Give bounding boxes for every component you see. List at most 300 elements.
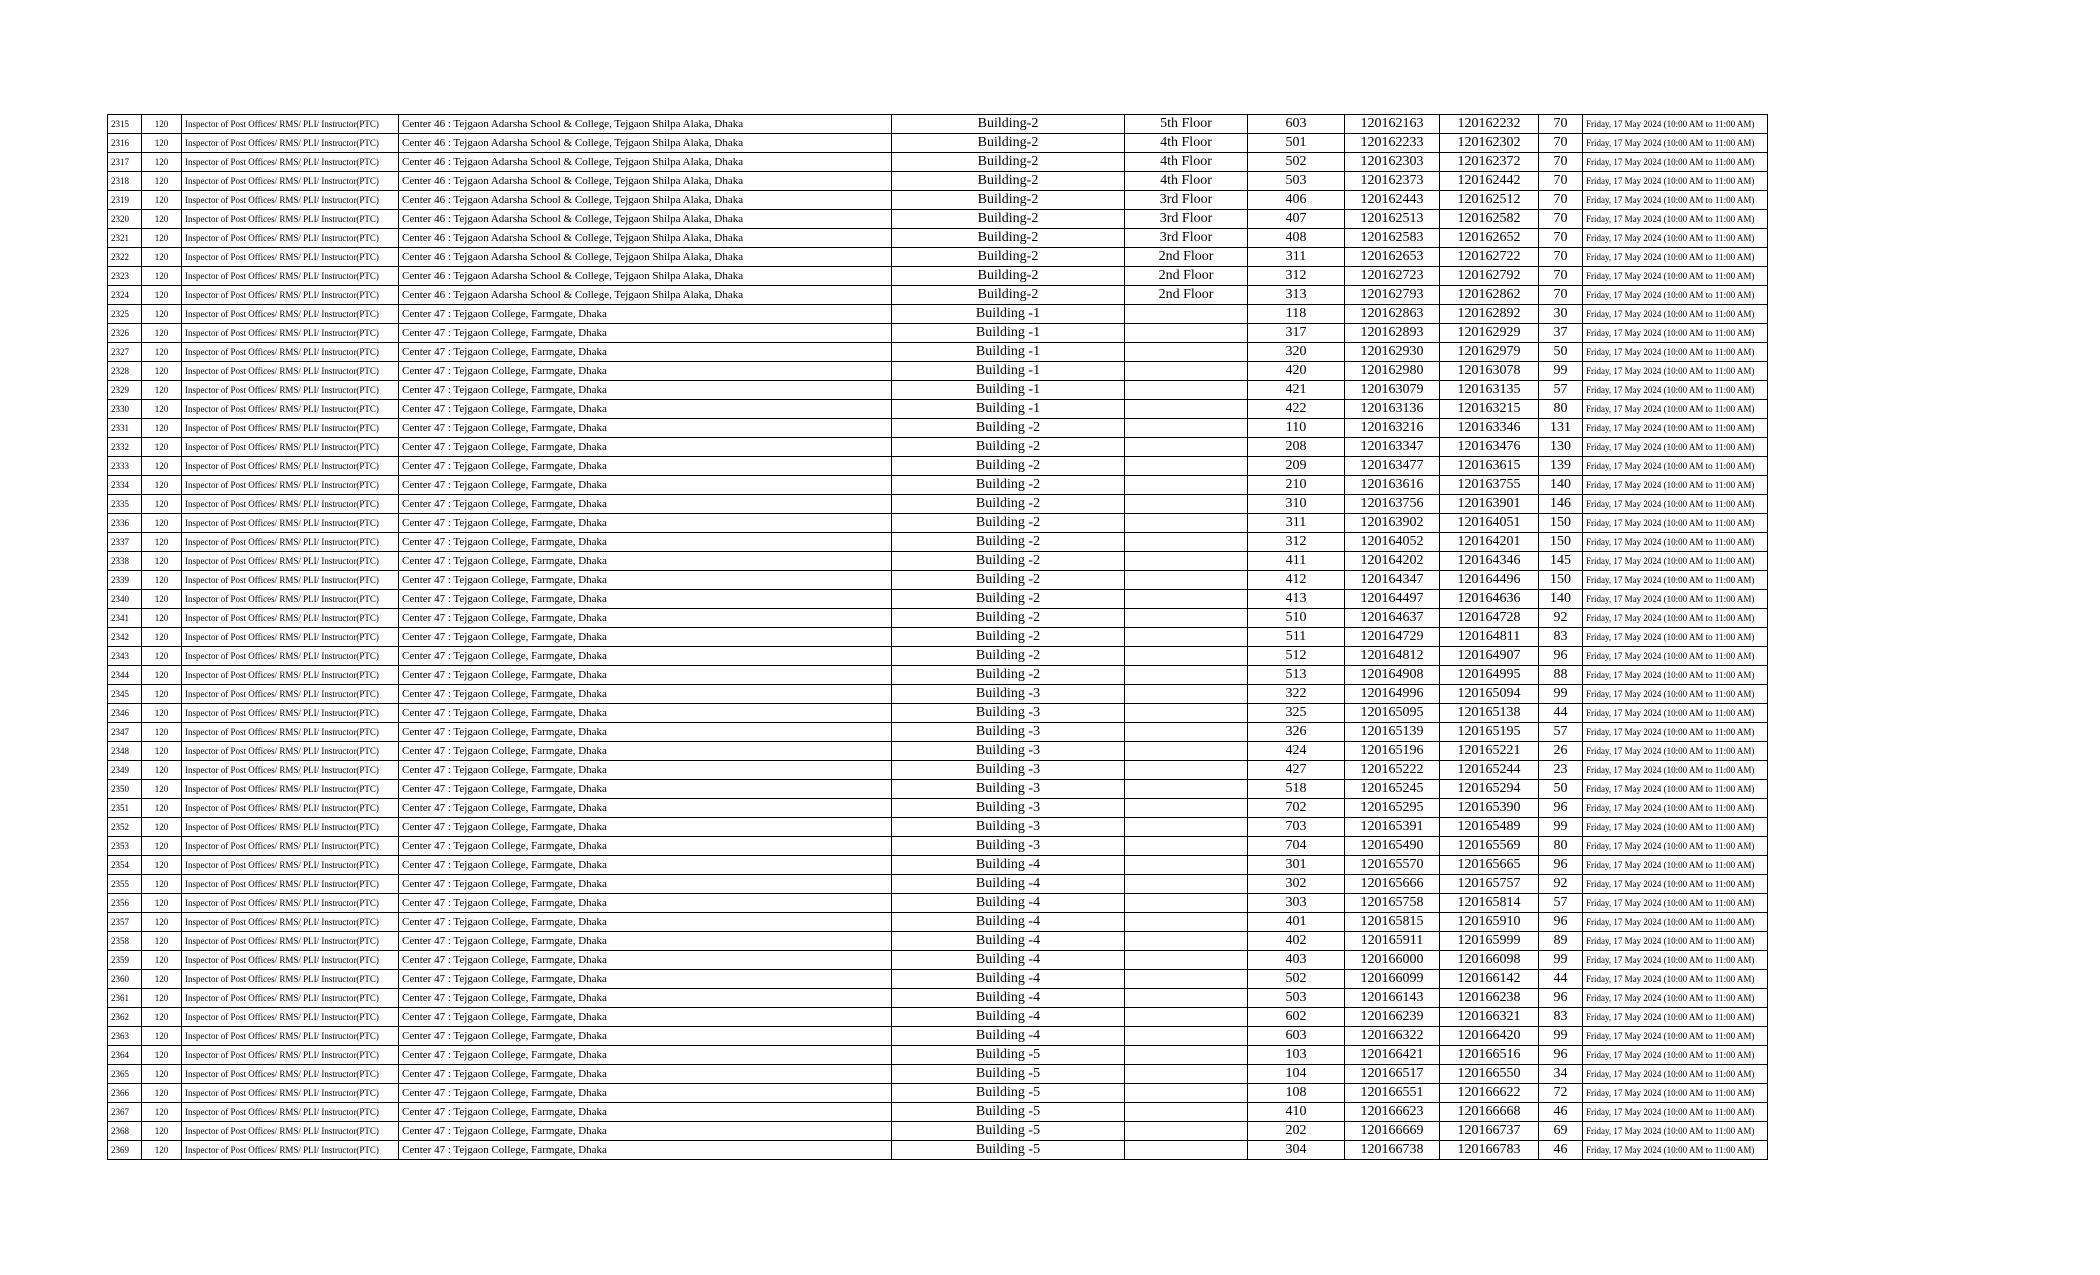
building-cell: Building -5 xyxy=(892,1065,1125,1084)
post-code-cell: 120 xyxy=(142,1103,182,1122)
exam-center-cell: Center 47 : Tejgaon College, Farmgate, Dhaka xyxy=(399,894,892,913)
serial-cell: 2339 xyxy=(108,571,142,590)
exam-date-cell: Friday, 17 May 2024 (10:00 AM to 11:00 AM) xyxy=(1583,1103,1768,1122)
room-cell: 303 xyxy=(1248,894,1345,913)
post-code-cell: 120 xyxy=(142,1084,182,1103)
serial-cell: 2327 xyxy=(108,343,142,362)
building-cell: Building -2 xyxy=(892,628,1125,647)
exam-center-cell: Center 46 : Tejgaon Adarsha School & College, Tejgaon Shilpa Alaka, Dhaka xyxy=(399,191,892,210)
post-name-cell: Inspector of Post Offices/ RMS/ PLI/ Instructor(PTC) xyxy=(182,913,399,932)
exam-center-cell: Center 47 : Tejgaon College, Farmgate, Dhaka xyxy=(399,514,892,533)
exam-center-cell: Center 47 : Tejgaon College, Farmgate, Dhaka xyxy=(399,419,892,438)
roll-to-cell: 120165489 xyxy=(1440,818,1539,837)
table-row xyxy=(108,1008,1768,1027)
floor-cell: 2nd Floor xyxy=(1125,267,1248,286)
building-cell: Building-2 xyxy=(892,248,1125,267)
exam-center-cell: Center 47 : Tejgaon College, Farmgate, Dhaka xyxy=(399,780,892,799)
table-row xyxy=(108,647,1768,666)
floor-cell xyxy=(1125,647,1248,666)
exam-date-cell: Friday, 17 May 2024 (10:00 AM to 11:00 AM) xyxy=(1583,533,1768,552)
post-code-cell: 120 xyxy=(142,1046,182,1065)
roll-from-cell: 120165139 xyxy=(1345,723,1440,742)
room-cell: 421 xyxy=(1248,381,1345,400)
table-row xyxy=(108,533,1768,552)
exam-center-cell: Center 47 : Tejgaon College, Farmgate, Dhaka xyxy=(399,609,892,628)
total-candidates-cell: 44 xyxy=(1539,704,1583,723)
exam-date-cell: Friday, 17 May 2024 (10:00 AM to 11:00 AM) xyxy=(1583,799,1768,818)
total-candidates-cell: 92 xyxy=(1539,875,1583,894)
building-cell: Building -2 xyxy=(892,571,1125,590)
exam-center-cell: Center 47 : Tejgaon College, Farmgate, Dhaka xyxy=(399,1046,892,1065)
post-name-cell: Inspector of Post Offices/ RMS/ PLI/ Instructor(PTC) xyxy=(182,229,399,248)
exam-date-cell: Friday, 17 May 2024 (10:00 AM to 11:00 AM) xyxy=(1583,856,1768,875)
floor-cell xyxy=(1125,761,1248,780)
serial-cell: 2351 xyxy=(108,799,142,818)
floor-cell: 3rd Floor xyxy=(1125,210,1248,229)
exam-date-cell: Friday, 17 May 2024 (10:00 AM to 11:00 AM) xyxy=(1583,172,1768,191)
roll-to-cell: 120163135 xyxy=(1440,381,1539,400)
post-code-cell: 120 xyxy=(142,856,182,875)
table-row xyxy=(108,514,1768,533)
serial-cell: 2348 xyxy=(108,742,142,761)
roll-from-cell: 120162163 xyxy=(1345,115,1440,134)
table-row xyxy=(108,780,1768,799)
floor-cell xyxy=(1125,704,1248,723)
serial-cell: 2316 xyxy=(108,134,142,153)
roll-from-cell: 120165095 xyxy=(1345,704,1440,723)
exam-date-cell: Friday, 17 May 2024 (10:00 AM to 11:00 AM) xyxy=(1583,1046,1768,1065)
exam-date-cell: Friday, 17 May 2024 (10:00 AM to 11:00 AM) xyxy=(1583,875,1768,894)
floor-cell xyxy=(1125,951,1248,970)
exam-date-cell: Friday, 17 May 2024 (10:00 AM to 11:00 AM) xyxy=(1583,381,1768,400)
serial-cell: 2332 xyxy=(108,438,142,457)
roll-to-cell: 120162442 xyxy=(1440,172,1539,191)
roll-to-cell: 120164636 xyxy=(1440,590,1539,609)
exam-center-cell: Center 47 : Tejgaon College, Farmgate, Dhaka xyxy=(399,799,892,818)
post-name-cell: Inspector of Post Offices/ RMS/ PLI/ Instructor(PTC) xyxy=(182,305,399,324)
serial-cell: 2353 xyxy=(108,837,142,856)
table-row xyxy=(108,1084,1768,1103)
post-name-cell: Inspector of Post Offices/ RMS/ PLI/ Instructor(PTC) xyxy=(182,267,399,286)
post-code-cell: 120 xyxy=(142,666,182,685)
building-cell: Building-2 xyxy=(892,115,1125,134)
total-candidates-cell: 146 xyxy=(1539,495,1583,514)
post-name-cell: Inspector of Post Offices/ RMS/ PLI/ Instructor(PTC) xyxy=(182,457,399,476)
roll-to-cell: 120166668 xyxy=(1440,1103,1539,1122)
exam-date-cell: Friday, 17 May 2024 (10:00 AM to 11:00 AM) xyxy=(1583,457,1768,476)
exam-center-cell: Center 47 : Tejgaon College, Farmgate, Dhaka xyxy=(399,989,892,1008)
serial-cell: 2321 xyxy=(108,229,142,248)
building-cell: Building -2 xyxy=(892,457,1125,476)
total-candidates-cell: 99 xyxy=(1539,685,1583,704)
building-cell: Building -2 xyxy=(892,438,1125,457)
serial-cell: 2330 xyxy=(108,400,142,419)
post-code-cell: 120 xyxy=(142,875,182,894)
post-code-cell: 120 xyxy=(142,742,182,761)
roll-to-cell: 120162929 xyxy=(1440,324,1539,343)
post-code-cell: 120 xyxy=(142,989,182,1008)
building-cell: Building -2 xyxy=(892,666,1125,685)
roll-from-cell: 120164052 xyxy=(1345,533,1440,552)
exam-date-cell: Friday, 17 May 2024 (10:00 AM to 11:00 AM) xyxy=(1583,1065,1768,1084)
exam-center-cell: Center 47 : Tejgaon College, Farmgate, Dhaka xyxy=(399,571,892,590)
serial-cell: 2319 xyxy=(108,191,142,210)
post-code-cell: 120 xyxy=(142,495,182,514)
table-row xyxy=(108,191,1768,210)
serial-cell: 2335 xyxy=(108,495,142,514)
table-row xyxy=(108,457,1768,476)
exam-center-cell: Center 47 : Tejgaon College, Farmgate, Dhaka xyxy=(399,1103,892,1122)
building-cell: Building -1 xyxy=(892,324,1125,343)
building-cell: Building -1 xyxy=(892,381,1125,400)
room-cell: 703 xyxy=(1248,818,1345,837)
serial-cell: 2369 xyxy=(108,1141,142,1160)
floor-cell xyxy=(1125,685,1248,704)
floor-cell xyxy=(1125,989,1248,1008)
post-code-cell: 120 xyxy=(142,514,182,533)
table-row xyxy=(108,362,1768,381)
serial-cell: 2347 xyxy=(108,723,142,742)
roll-from-cell: 120166099 xyxy=(1345,970,1440,989)
roll-to-cell: 120163476 xyxy=(1440,438,1539,457)
room-cell: 427 xyxy=(1248,761,1345,780)
serial-cell: 2343 xyxy=(108,647,142,666)
building-cell: Building -3 xyxy=(892,685,1125,704)
building-cell: Building -4 xyxy=(892,989,1125,1008)
total-candidates-cell: 145 xyxy=(1539,552,1583,571)
exam-date-cell: Friday, 17 May 2024 (10:00 AM to 11:00 AM) xyxy=(1583,970,1768,989)
table-row xyxy=(108,229,1768,248)
table-row xyxy=(108,742,1768,761)
total-candidates-cell: 70 xyxy=(1539,134,1583,153)
serial-cell: 2357 xyxy=(108,913,142,932)
roll-from-cell: 120163616 xyxy=(1345,476,1440,495)
post-name-cell: Inspector of Post Offices/ RMS/ PLI/ Instructor(PTC) xyxy=(182,875,399,894)
total-candidates-cell: 57 xyxy=(1539,381,1583,400)
room-cell: 104 xyxy=(1248,1065,1345,1084)
post-name-cell: Inspector of Post Offices/ RMS/ PLI/ Instructor(PTC) xyxy=(182,172,399,191)
total-candidates-cell: 150 xyxy=(1539,514,1583,533)
table-row xyxy=(108,571,1768,590)
serial-cell: 2329 xyxy=(108,381,142,400)
post-name-cell: Inspector of Post Offices/ RMS/ PLI/ Instructor(PTC) xyxy=(182,989,399,1008)
roll-to-cell: 120166238 xyxy=(1440,989,1539,1008)
floor-cell xyxy=(1125,533,1248,552)
room-cell: 503 xyxy=(1248,172,1345,191)
building-cell: Building-2 xyxy=(892,134,1125,153)
post-name-cell: Inspector of Post Offices/ RMS/ PLI/ Instructor(PTC) xyxy=(182,894,399,913)
roll-to-cell: 120163346 xyxy=(1440,419,1539,438)
post-name-cell: Inspector of Post Offices/ RMS/ PLI/ Instructor(PTC) xyxy=(182,495,399,514)
roll-to-cell: 120162792 xyxy=(1440,267,1539,286)
total-candidates-cell: 99 xyxy=(1539,818,1583,837)
exam-date-cell: Friday, 17 May 2024 (10:00 AM to 11:00 AM) xyxy=(1583,476,1768,495)
floor-cell xyxy=(1125,780,1248,799)
roll-from-cell: 120162980 xyxy=(1345,362,1440,381)
roll-from-cell: 120164729 xyxy=(1345,628,1440,647)
table-row xyxy=(108,324,1768,343)
building-cell: Building -3 xyxy=(892,723,1125,742)
post-name-cell: Inspector of Post Offices/ RMS/ PLI/ Instructor(PTC) xyxy=(182,970,399,989)
exam-center-cell: Center 47 : Tejgaon College, Farmgate, Dhaka xyxy=(399,1122,892,1141)
building-cell: Building -4 xyxy=(892,856,1125,875)
serial-cell: 2333 xyxy=(108,457,142,476)
exam-date-cell: Friday, 17 May 2024 (10:00 AM to 11:00 AM) xyxy=(1583,438,1768,457)
roll-from-cell: 120166322 xyxy=(1345,1027,1440,1046)
table-row xyxy=(108,305,1768,324)
roll-to-cell: 120164907 xyxy=(1440,647,1539,666)
post-code-cell: 120 xyxy=(142,210,182,229)
floor-cell xyxy=(1125,495,1248,514)
roll-from-cell: 120162893 xyxy=(1345,324,1440,343)
exam-center-cell: Center 47 : Tejgaon College, Farmgate, Dhaka xyxy=(399,495,892,514)
total-candidates-cell: 70 xyxy=(1539,210,1583,229)
table-row xyxy=(108,476,1768,495)
post-code-cell: 120 xyxy=(142,172,182,191)
post-code-cell: 120 xyxy=(142,1065,182,1084)
room-cell: 208 xyxy=(1248,438,1345,457)
roll-from-cell: 120163477 xyxy=(1345,457,1440,476)
exam-center-cell: Center 46 : Tejgaon Adarsha School & College, Tejgaon Shilpa Alaka, Dhaka xyxy=(399,286,892,305)
exam-center-cell: Center 47 : Tejgaon College, Farmgate, Dhaka xyxy=(399,1141,892,1160)
total-candidates-cell: 96 xyxy=(1539,647,1583,666)
floor-cell: 5th Floor xyxy=(1125,115,1248,134)
exam-center-cell: Center 47 : Tejgaon College, Farmgate, Dhaka xyxy=(399,647,892,666)
table-row xyxy=(108,856,1768,875)
post-code-cell: 120 xyxy=(142,932,182,951)
post-name-cell: Inspector of Post Offices/ RMS/ PLI/ Instructor(PTC) xyxy=(182,419,399,438)
roll-to-cell: 120165294 xyxy=(1440,780,1539,799)
roll-from-cell: 120162723 xyxy=(1345,267,1440,286)
table-row xyxy=(108,723,1768,742)
building-cell: Building-2 xyxy=(892,210,1125,229)
floor-cell xyxy=(1125,1122,1248,1141)
post-code-cell: 120 xyxy=(142,894,182,913)
room-cell: 209 xyxy=(1248,457,1345,476)
roll-from-cell: 120163079 xyxy=(1345,381,1440,400)
post-name-cell: Inspector of Post Offices/ RMS/ PLI/ Instructor(PTC) xyxy=(182,628,399,647)
roll-from-cell: 120164202 xyxy=(1345,552,1440,571)
serial-cell: 2325 xyxy=(108,305,142,324)
roll-to-cell: 120166142 xyxy=(1440,970,1539,989)
floor-cell xyxy=(1125,894,1248,913)
table-row xyxy=(108,381,1768,400)
exam-center-cell: Center 46 : Tejgaon Adarsha School & College, Tejgaon Shilpa Alaka, Dhaka xyxy=(399,134,892,153)
exam-date-cell: Friday, 17 May 2024 (10:00 AM to 11:00 AM) xyxy=(1583,761,1768,780)
exam-center-cell: Center 47 : Tejgaon College, Farmgate, Dhaka xyxy=(399,457,892,476)
serial-cell: 2350 xyxy=(108,780,142,799)
floor-cell xyxy=(1125,552,1248,571)
post-name-cell: Inspector of Post Offices/ RMS/ PLI/ Instructor(PTC) xyxy=(182,134,399,153)
exam-date-cell: Friday, 17 May 2024 (10:00 AM to 11:00 AM) xyxy=(1583,229,1768,248)
post-code-cell: 120 xyxy=(142,324,182,343)
roll-from-cell: 120165490 xyxy=(1345,837,1440,856)
seat-plan-body xyxy=(108,115,1768,1160)
post-code-cell: 120 xyxy=(142,191,182,210)
post-code-cell: 120 xyxy=(142,381,182,400)
building-cell: Building-2 xyxy=(892,229,1125,248)
building-cell: Building -5 xyxy=(892,1084,1125,1103)
roll-to-cell: 120164201 xyxy=(1440,533,1539,552)
building-cell: Building -2 xyxy=(892,590,1125,609)
exam-center-cell: Center 47 : Tejgaon College, Farmgate, Dhaka xyxy=(399,1008,892,1027)
roll-to-cell: 120166550 xyxy=(1440,1065,1539,1084)
roll-from-cell: 120165666 xyxy=(1345,875,1440,894)
building-cell: Building -2 xyxy=(892,476,1125,495)
floor-cell xyxy=(1125,1046,1248,1065)
room-cell: 312 xyxy=(1248,267,1345,286)
post-code-cell: 120 xyxy=(142,761,182,780)
serial-cell: 2341 xyxy=(108,609,142,628)
post-name-cell: Inspector of Post Offices/ RMS/ PLI/ Instructor(PTC) xyxy=(182,362,399,381)
exam-date-cell: Friday, 17 May 2024 (10:00 AM to 11:00 AM) xyxy=(1583,932,1768,951)
serial-cell: 2334 xyxy=(108,476,142,495)
building-cell: Building -3 xyxy=(892,837,1125,856)
building-cell: Building -5 xyxy=(892,1103,1125,1122)
room-cell: 322 xyxy=(1248,685,1345,704)
exam-date-cell: Friday, 17 May 2024 (10:00 AM to 11:00 AM) xyxy=(1583,134,1768,153)
post-name-cell: Inspector of Post Offices/ RMS/ PLI/ Instructor(PTC) xyxy=(182,324,399,343)
roll-from-cell: 120162303 xyxy=(1345,153,1440,172)
table-row xyxy=(108,153,1768,172)
exam-center-cell: Center 47 : Tejgaon College, Farmgate, Dhaka xyxy=(399,590,892,609)
room-cell: 424 xyxy=(1248,742,1345,761)
floor-cell xyxy=(1125,913,1248,932)
post-name-cell: Inspector of Post Offices/ RMS/ PLI/ Instructor(PTC) xyxy=(182,951,399,970)
serial-cell: 2345 xyxy=(108,685,142,704)
table-row xyxy=(108,286,1768,305)
serial-cell: 2337 xyxy=(108,533,142,552)
total-candidates-cell: 140 xyxy=(1539,590,1583,609)
floor-cell xyxy=(1125,1008,1248,1027)
total-candidates-cell: 150 xyxy=(1539,571,1583,590)
table-row xyxy=(108,799,1768,818)
exam-center-cell: Center 46 : Tejgaon Adarsha School & College, Tejgaon Shilpa Alaka, Dhaka xyxy=(399,267,892,286)
floor-cell: 2nd Floor xyxy=(1125,248,1248,267)
post-code-cell: 120 xyxy=(142,913,182,932)
total-candidates-cell: 96 xyxy=(1539,856,1583,875)
post-code-cell: 120 xyxy=(142,533,182,552)
room-cell: 302 xyxy=(1248,875,1345,894)
table-row xyxy=(108,343,1768,362)
roll-to-cell: 120165094 xyxy=(1440,685,1539,704)
exam-center-cell: Center 46 : Tejgaon Adarsha School & College, Tejgaon Shilpa Alaka, Dhaka xyxy=(399,210,892,229)
table-row xyxy=(108,1046,1768,1065)
room-cell: 413 xyxy=(1248,590,1345,609)
post-name-cell: Inspector of Post Offices/ RMS/ PLI/ Instructor(PTC) xyxy=(182,761,399,780)
total-candidates-cell: 70 xyxy=(1539,229,1583,248)
building-cell: Building-2 xyxy=(892,153,1125,172)
serial-cell: 2356 xyxy=(108,894,142,913)
post-code-cell: 120 xyxy=(142,343,182,362)
roll-from-cell: 120164497 xyxy=(1345,590,1440,609)
roll-to-cell: 120165244 xyxy=(1440,761,1539,780)
floor-cell xyxy=(1125,818,1248,837)
room-cell: 702 xyxy=(1248,799,1345,818)
table-row xyxy=(108,552,1768,571)
post-name-cell: Inspector of Post Offices/ RMS/ PLI/ Instructor(PTC) xyxy=(182,685,399,704)
exam-center-cell: Center 47 : Tejgaon College, Farmgate, Dhaka xyxy=(399,381,892,400)
building-cell: Building -2 xyxy=(892,552,1125,571)
exam-center-cell: Center 47 : Tejgaon College, Farmgate, Dhaka xyxy=(399,552,892,571)
roll-to-cell: 120162512 xyxy=(1440,191,1539,210)
building-cell: Building -3 xyxy=(892,780,1125,799)
table-row xyxy=(108,1027,1768,1046)
exam-date-cell: Friday, 17 May 2024 (10:00 AM to 11:00 AM) xyxy=(1583,666,1768,685)
exam-date-cell: Friday, 17 May 2024 (10:00 AM to 11:00 AM) xyxy=(1583,419,1768,438)
post-name-cell: Inspector of Post Offices/ RMS/ PLI/ Instructor(PTC) xyxy=(182,115,399,134)
floor-cell xyxy=(1125,400,1248,419)
post-code-cell: 120 xyxy=(142,305,182,324)
total-candidates-cell: 37 xyxy=(1539,324,1583,343)
exam-center-cell: Center 47 : Tejgaon College, Farmgate, Dhaka xyxy=(399,723,892,742)
post-code-cell: 120 xyxy=(142,1141,182,1160)
exam-center-cell: Center 47 : Tejgaon College, Farmgate, Dhaka xyxy=(399,305,892,324)
post-name-cell: Inspector of Post Offices/ RMS/ PLI/ Instructor(PTC) xyxy=(182,248,399,267)
exam-date-cell: Friday, 17 May 2024 (10:00 AM to 11:00 AM) xyxy=(1583,913,1768,932)
serial-cell: 2317 xyxy=(108,153,142,172)
roll-to-cell: 120162979 xyxy=(1440,343,1539,362)
room-cell: 311 xyxy=(1248,248,1345,267)
room-cell: 325 xyxy=(1248,704,1345,723)
post-code-cell: 120 xyxy=(142,248,182,267)
post-code-cell: 120 xyxy=(142,115,182,134)
total-candidates-cell: 99 xyxy=(1539,1027,1583,1046)
exam-center-cell: Center 47 : Tejgaon College, Farmgate, Dhaka xyxy=(399,1065,892,1084)
serial-cell: 2326 xyxy=(108,324,142,343)
exam-date-cell: Friday, 17 May 2024 (10:00 AM to 11:00 AM) xyxy=(1583,191,1768,210)
post-code-cell: 120 xyxy=(142,419,182,438)
post-code-cell: 120 xyxy=(142,1027,182,1046)
exam-center-cell: Center 47 : Tejgaon College, Farmgate, Dhaka xyxy=(399,438,892,457)
room-cell: 502 xyxy=(1248,153,1345,172)
roll-to-cell: 120165390 xyxy=(1440,799,1539,818)
post-code-cell: 120 xyxy=(142,590,182,609)
serial-cell: 2320 xyxy=(108,210,142,229)
building-cell: Building -4 xyxy=(892,894,1125,913)
room-cell: 502 xyxy=(1248,970,1345,989)
post-code-cell: 120 xyxy=(142,704,182,723)
floor-cell xyxy=(1125,799,1248,818)
exam-center-cell: Center 47 : Tejgaon College, Farmgate, Dhaka xyxy=(399,685,892,704)
roll-to-cell: 120163755 xyxy=(1440,476,1539,495)
serial-cell: 2322 xyxy=(108,248,142,267)
serial-cell: 2368 xyxy=(108,1122,142,1141)
roll-to-cell: 120162722 xyxy=(1440,248,1539,267)
total-candidates-cell: 130 xyxy=(1539,438,1583,457)
table-row xyxy=(108,761,1768,780)
post-name-cell: Inspector of Post Offices/ RMS/ PLI/ Instructor(PTC) xyxy=(182,666,399,685)
post-name-cell: Inspector of Post Offices/ RMS/ PLI/ Instructor(PTC) xyxy=(182,609,399,628)
post-name-cell: Inspector of Post Offices/ RMS/ PLI/ Instructor(PTC) xyxy=(182,533,399,552)
post-name-cell: Inspector of Post Offices/ RMS/ PLI/ Instructor(PTC) xyxy=(182,343,399,362)
post-code-cell: 120 xyxy=(142,476,182,495)
table-row xyxy=(108,685,1768,704)
total-candidates-cell: 70 xyxy=(1539,248,1583,267)
roll-from-cell: 120166517 xyxy=(1345,1065,1440,1084)
serial-cell: 2318 xyxy=(108,172,142,191)
floor-cell xyxy=(1125,457,1248,476)
exam-center-cell: Center 47 : Tejgaon College, Farmgate, Dhaka xyxy=(399,913,892,932)
exam-date-cell: Friday, 17 May 2024 (10:00 AM to 11:00 AM) xyxy=(1583,742,1768,761)
exam-date-cell: Friday, 17 May 2024 (10:00 AM to 11:00 AM) xyxy=(1583,1084,1768,1103)
table-row xyxy=(108,134,1768,153)
exam-center-cell: Center 46 : Tejgaon Adarsha School & College, Tejgaon Shilpa Alaka, Dhaka xyxy=(399,115,892,134)
roll-from-cell: 120166669 xyxy=(1345,1122,1440,1141)
floor-cell xyxy=(1125,1103,1248,1122)
floor-cell xyxy=(1125,723,1248,742)
room-cell: 311 xyxy=(1248,514,1345,533)
